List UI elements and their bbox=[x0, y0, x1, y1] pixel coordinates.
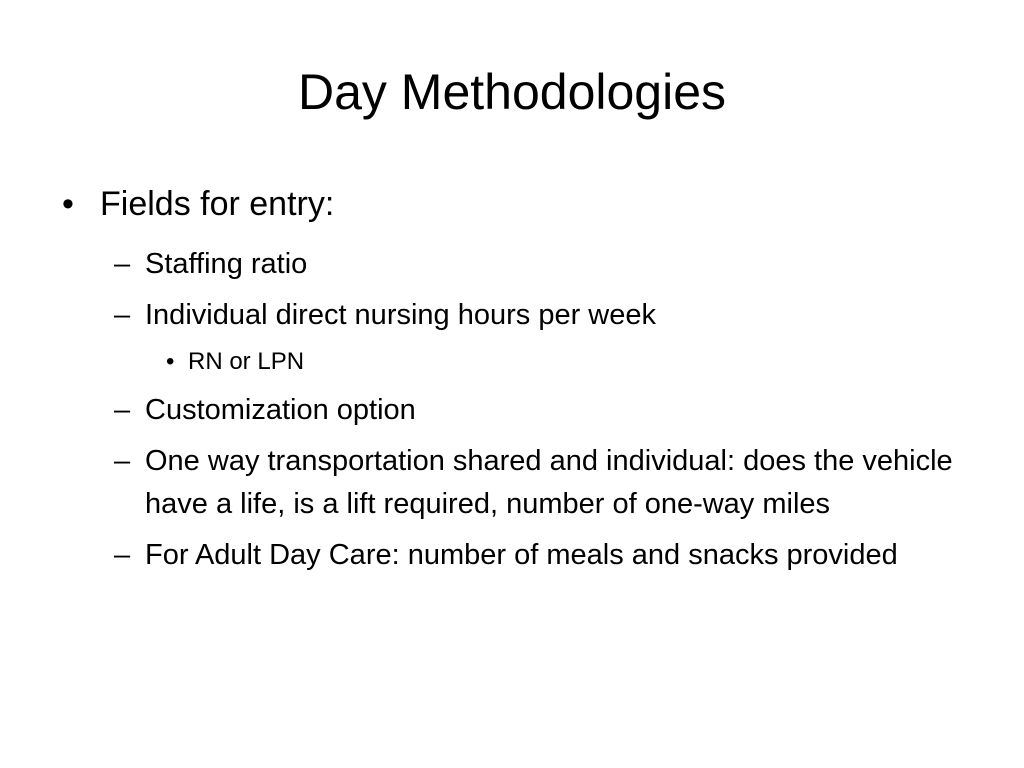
sub-sub-bullet-rn-or-lpn bbox=[166, 345, 962, 379]
sub-bullet-staffing-ratio bbox=[114, 243, 962, 286]
dash-marker: – bbox=[114, 393, 131, 426]
sub-sub-bullet-text: RN or LPN bbox=[188, 347, 305, 375]
dash-marker: – bbox=[114, 247, 131, 280]
dash-marker: – bbox=[114, 298, 131, 331]
sub-bullet-adult-day-care bbox=[114, 534, 962, 577]
bullet-fields-for-entry bbox=[62, 184, 962, 225]
dash-marker: – bbox=[114, 538, 131, 571]
bullet-text: Fields for entry: bbox=[100, 185, 335, 223]
sub-bullet-text: Customization option bbox=[145, 393, 416, 426]
sub-bullet-text: Staffing ratio bbox=[145, 247, 308, 280]
sub-bullet-customization-option bbox=[114, 389, 962, 432]
slide-body bbox=[62, 184, 962, 585]
bullet-marker: • bbox=[166, 347, 175, 375]
sub-bullet-text: Individual direct nursing hours per week bbox=[145, 298, 656, 331]
sub-bullet-nursing-hours bbox=[114, 294, 962, 337]
sub-bullet-transportation bbox=[114, 440, 962, 526]
slide-title: Day Methodologies bbox=[297, 64, 727, 120]
bullet-marker: • bbox=[62, 185, 74, 223]
sub-bullet-text: For Adult Day Care: number of meals and snacks provided bbox=[145, 538, 898, 571]
sub-bullet-text: One way transportation shared and individual: does the vehicle have a life, is a lift required, number of one-way miles bbox=[145, 444, 953, 520]
dash-marker: – bbox=[114, 444, 131, 477]
